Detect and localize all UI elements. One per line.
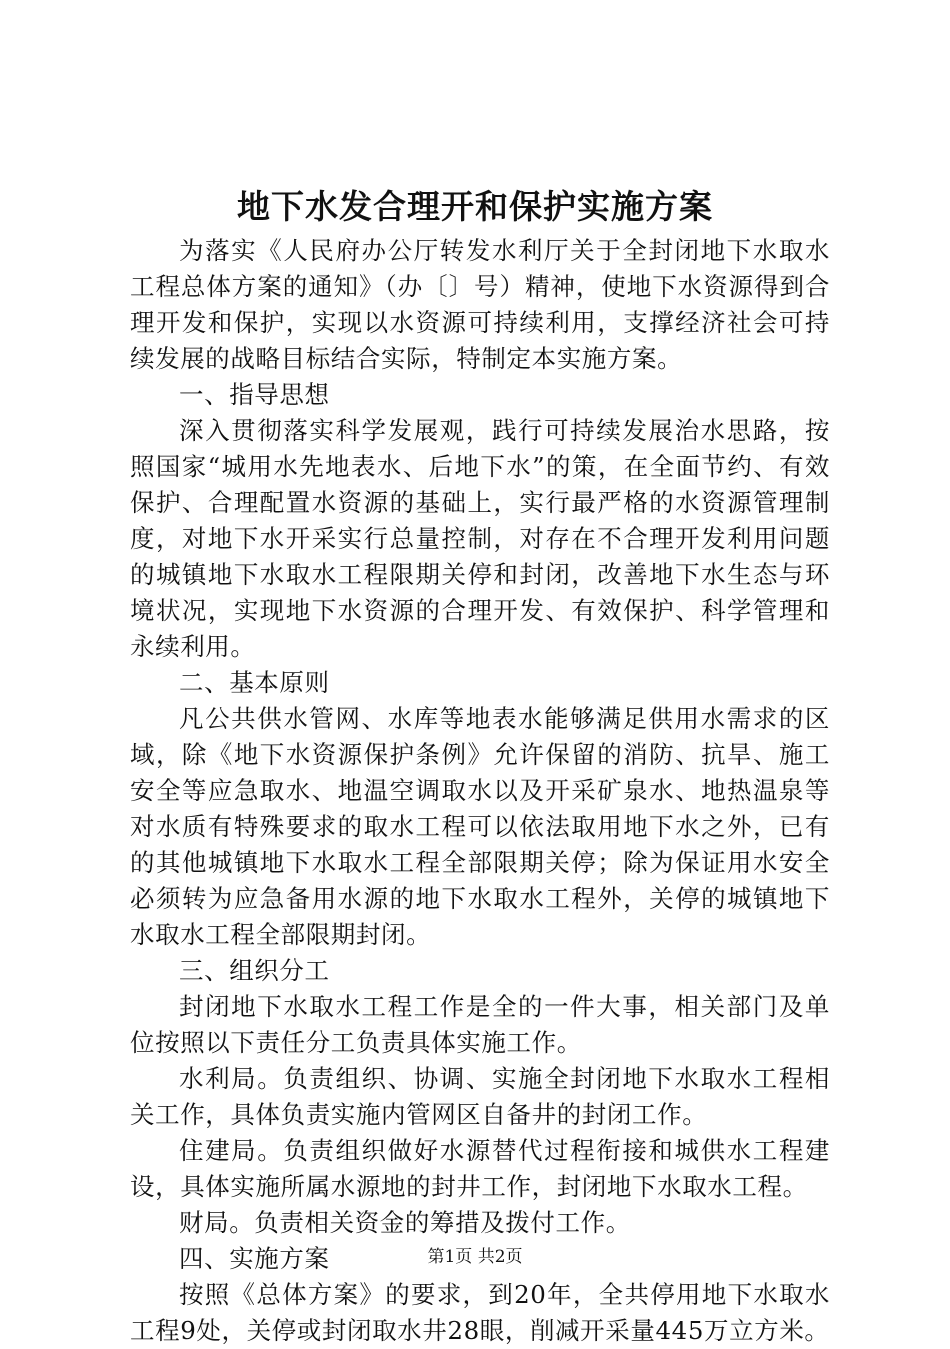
document-body <box>130 233 830 1349</box>
document-title: 地下水发合理开和保护实施方案 <box>237 187 713 226</box>
housing-bureau-paragraph: 住建局。负责组织做好水源替代过程衔接和城供水工程建设，具体实施所属水源地的封井工作，封闭地下水取水工程。 <box>130 1136 830 1201</box>
basic-principles-paragraph: 凡公共供水管网、水库等地表水能够满足供用水需求的区域，除《地下水资源保护条例》允许保留的消防、抗旱、施工安全等应急取水、地温空调取水以及开采矿泉水、地热温泉等对水质有特殊要求的取水工程可以依法取用地下水之外，已有的其他城镇地下水取水工程全部限期关停；除为保证用水安全必须转为应急备用水源的地下水取水工程外，关停的城镇地下水取水工程全部限期封闭。 <box>130 704 830 949</box>
organization-paragraph: 封闭地下水取水工程工作是全的一件大事，相关部门及单位按照以下责任分工负责具体实施工作。 <box>130 992 830 1057</box>
intro-paragraph: 为落实《人民府办公厅转发水利厅关于全封闭地下水取水工程总体方案的通知》（办〔〕号）精神，使地下水资源得到合理开发和保护，实现以水资源可持续利用，支撑经济社会可持续发展的战略目标结合实际，特制定本实施方案。 <box>130 236 830 373</box>
page-number-footer: 第1页 共2页 <box>427 1247 523 1267</box>
section-heading-implementation: 四、实施方案 <box>179 1244 330 1273</box>
implementation-paragraph: 按照《总体方案》的要求，到20年，全共停用地下水取水工程9处，关停或封闭取水井28眼，削减开采量445万立方米。 <box>130 1280 830 1345</box>
section-heading-organization: 三、组织分工 <box>179 956 330 985</box>
water-bureau-paragraph: 水利局。负责组织、协调、实施全封闭地下水取水工程相关工作，具体负责实施内管网区自备井的封闭工作。 <box>130 1064 830 1129</box>
section-heading-basic-principles: 二、基本原则 <box>179 668 330 697</box>
section-heading-guiding-ideology: 一、指导思想 <box>179 380 330 409</box>
guiding-ideology-paragraph: 深入贯彻落实科学发展观，践行可持续发展治水思路，按照国家“城用水先地表水、后地下水”的策，在全面节约、有效保护、合理配置水资源的基础上，实行最严格的水资源管理制度，对地下水开采实行总量控制，对存在不合理开发利用问题的城镇地下水取水工程限期关停和封闭，改善地下水生态与环境状况，实现地下水资源的合理开发、有效保护、科学管理和永续利用。 <box>130 416 830 661</box>
finance-bureau-paragraph: 财局。负责相关资金的筹措及拨付工作。 <box>179 1208 631 1237</box>
